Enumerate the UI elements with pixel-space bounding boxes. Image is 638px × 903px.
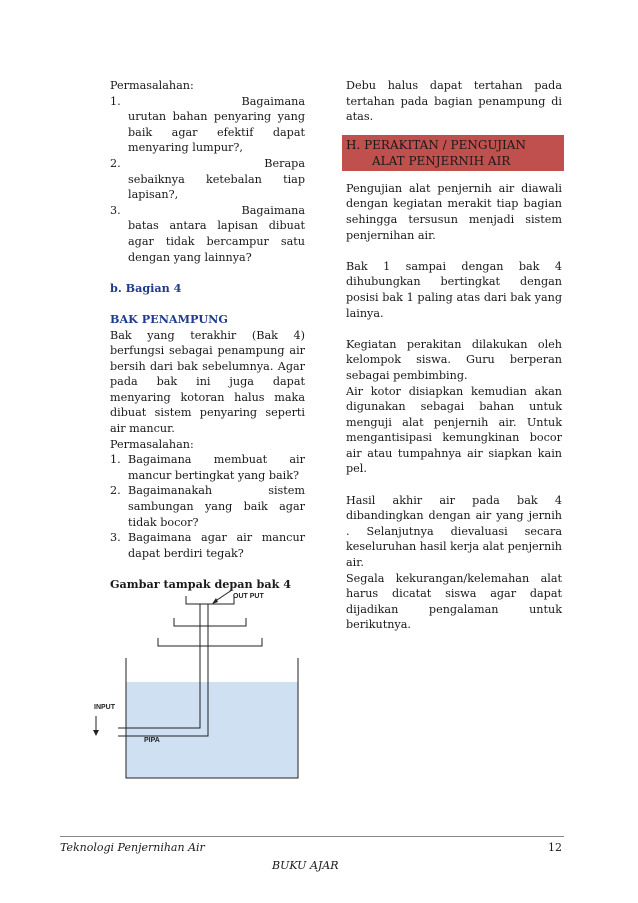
list-item: [110, 530, 305, 561]
list-number: 2.: [110, 156, 121, 170]
list-text: Bagaimanakah sistem sambungan yang baik agar tidak bocor?: [128, 484, 305, 529]
list-number: 3.: [110, 203, 121, 217]
list-number: 1.: [110, 453, 121, 467]
list-number: 2.: [110, 484, 121, 498]
fountain-tier-top: [186, 596, 234, 604]
list-item: [110, 156, 305, 203]
fountain-tier-middle: [174, 618, 246, 626]
list-number: 1.: [110, 94, 121, 108]
input-label: INPUT: [94, 704, 115, 711]
paragraph: Hasil akhir air pada bak 4 dibandingkan dengan air yang jernih . Selanjutnya dievaluasi secara keseluruhan hasil kerja alat penjernih air.: [346, 493, 562, 570]
paragraph: Kegiatan perakitan dilakukan oleh kelompok siswa. Guru berperan sebagai pembimbing.: [346, 337, 562, 382]
list-text: Bagaimana membuat air mancur bertingkat yang baik?: [128, 453, 305, 482]
section-h-heading-line1: H. PERAKITAN / PENGUJIAN: [346, 137, 526, 152]
right-column: [346, 78, 562, 633]
footer-book-title: Teknologi Penjernihan Air: [60, 841, 205, 854]
paragraph: Bak 1 sampai dengan bak 4 dihubungkan bertingkat dengan posisi bak 1 paling atas dari bak yang lainya.: [346, 259, 562, 320]
bak-penampung-text: Bak yang terakhir (Bak 4) berfungsi sebagai penampung air bersih dari bak sebelumnya. Agar pada bak ini juga dapat menyaring kotoran halus maka dibuat sistem penyaring seperti air mancur.: [110, 328, 305, 436]
list-item: [110, 452, 305, 483]
input-arrowhead: [93, 730, 99, 736]
paragraph: Air kotor disiapkan kemudian akan digunakan sebagai bahan untuk menguji alat penjernih air. Untuk mengantisipasi kemungkinan bocor air atau tumpahnya air siapkan kain pel.: [346, 384, 562, 476]
page-number: 12: [548, 841, 562, 854]
list-text: batas antara lapisan dibuat agar tidak bercampur satu dengan yang lainnya?: [128, 219, 305, 264]
footer-label: BUKU AJAR: [272, 859, 339, 872]
tank-diagram: [88, 590, 338, 790]
paragraph: Segala kekurangan/kelemahan alat harus dicatat siswa agar dapat dijadikan pengalaman untuk berikutnya.: [346, 571, 562, 632]
water-fill: [126, 682, 298, 778]
output-arrowhead: [212, 598, 218, 604]
paragraph: Pengujian alat penjernih air diawali dengan kegiatan merakit tiap bagian sehingga tersusun menjadi sistem penjernihan air.: [346, 181, 562, 242]
list-item: [110, 203, 305, 265]
list-text: sebaiknya ketebalan tiap lapisan?,: [128, 172, 305, 202]
problem-heading-2: Permasalahan:: [110, 437, 194, 451]
footer-rule: [60, 836, 564, 837]
paragraph: Debu halus dapat tertahan pada tertahan pada bagian penampung di atas.: [346, 79, 562, 124]
section-b-heading: b. Bagian 4: [110, 280, 182, 295]
tank-diagram-svg: [88, 590, 338, 790]
list-keyword: Bagaimana: [241, 94, 305, 108]
list-text: urutan bahan penyaring yang baik agar efektif dapat menyaring lumpur?,: [128, 110, 305, 155]
left-column: [110, 78, 305, 593]
pipe-label: PIPA: [144, 737, 160, 744]
problem-list-2: [110, 452, 305, 561]
section-h-heading: [342, 135, 564, 171]
list-number: 3.: [110, 531, 121, 545]
problem-heading: Permasalahan:: [110, 79, 194, 92]
bak-penampung-title: BAK PENAMPUNG: [110, 311, 228, 326]
list-item: [110, 94, 305, 156]
list-text: Bagaimana agar air mancur dapat berdiri tegak?: [128, 531, 305, 560]
fountain-tier-bottom: [158, 638, 262, 646]
list-keyword: Bagaimana: [241, 203, 305, 217]
list-item: [110, 483, 305, 530]
figure-title: Gambar tampak depan bak 4: [110, 577, 292, 591]
section-h-heading-line2: ALAT PENJERNIH AIR: [372, 153, 511, 168]
list-keyword: Berapa: [264, 156, 305, 170]
problem-list-1: [110, 94, 305, 266]
output-label: OUT PUT: [233, 593, 264, 600]
